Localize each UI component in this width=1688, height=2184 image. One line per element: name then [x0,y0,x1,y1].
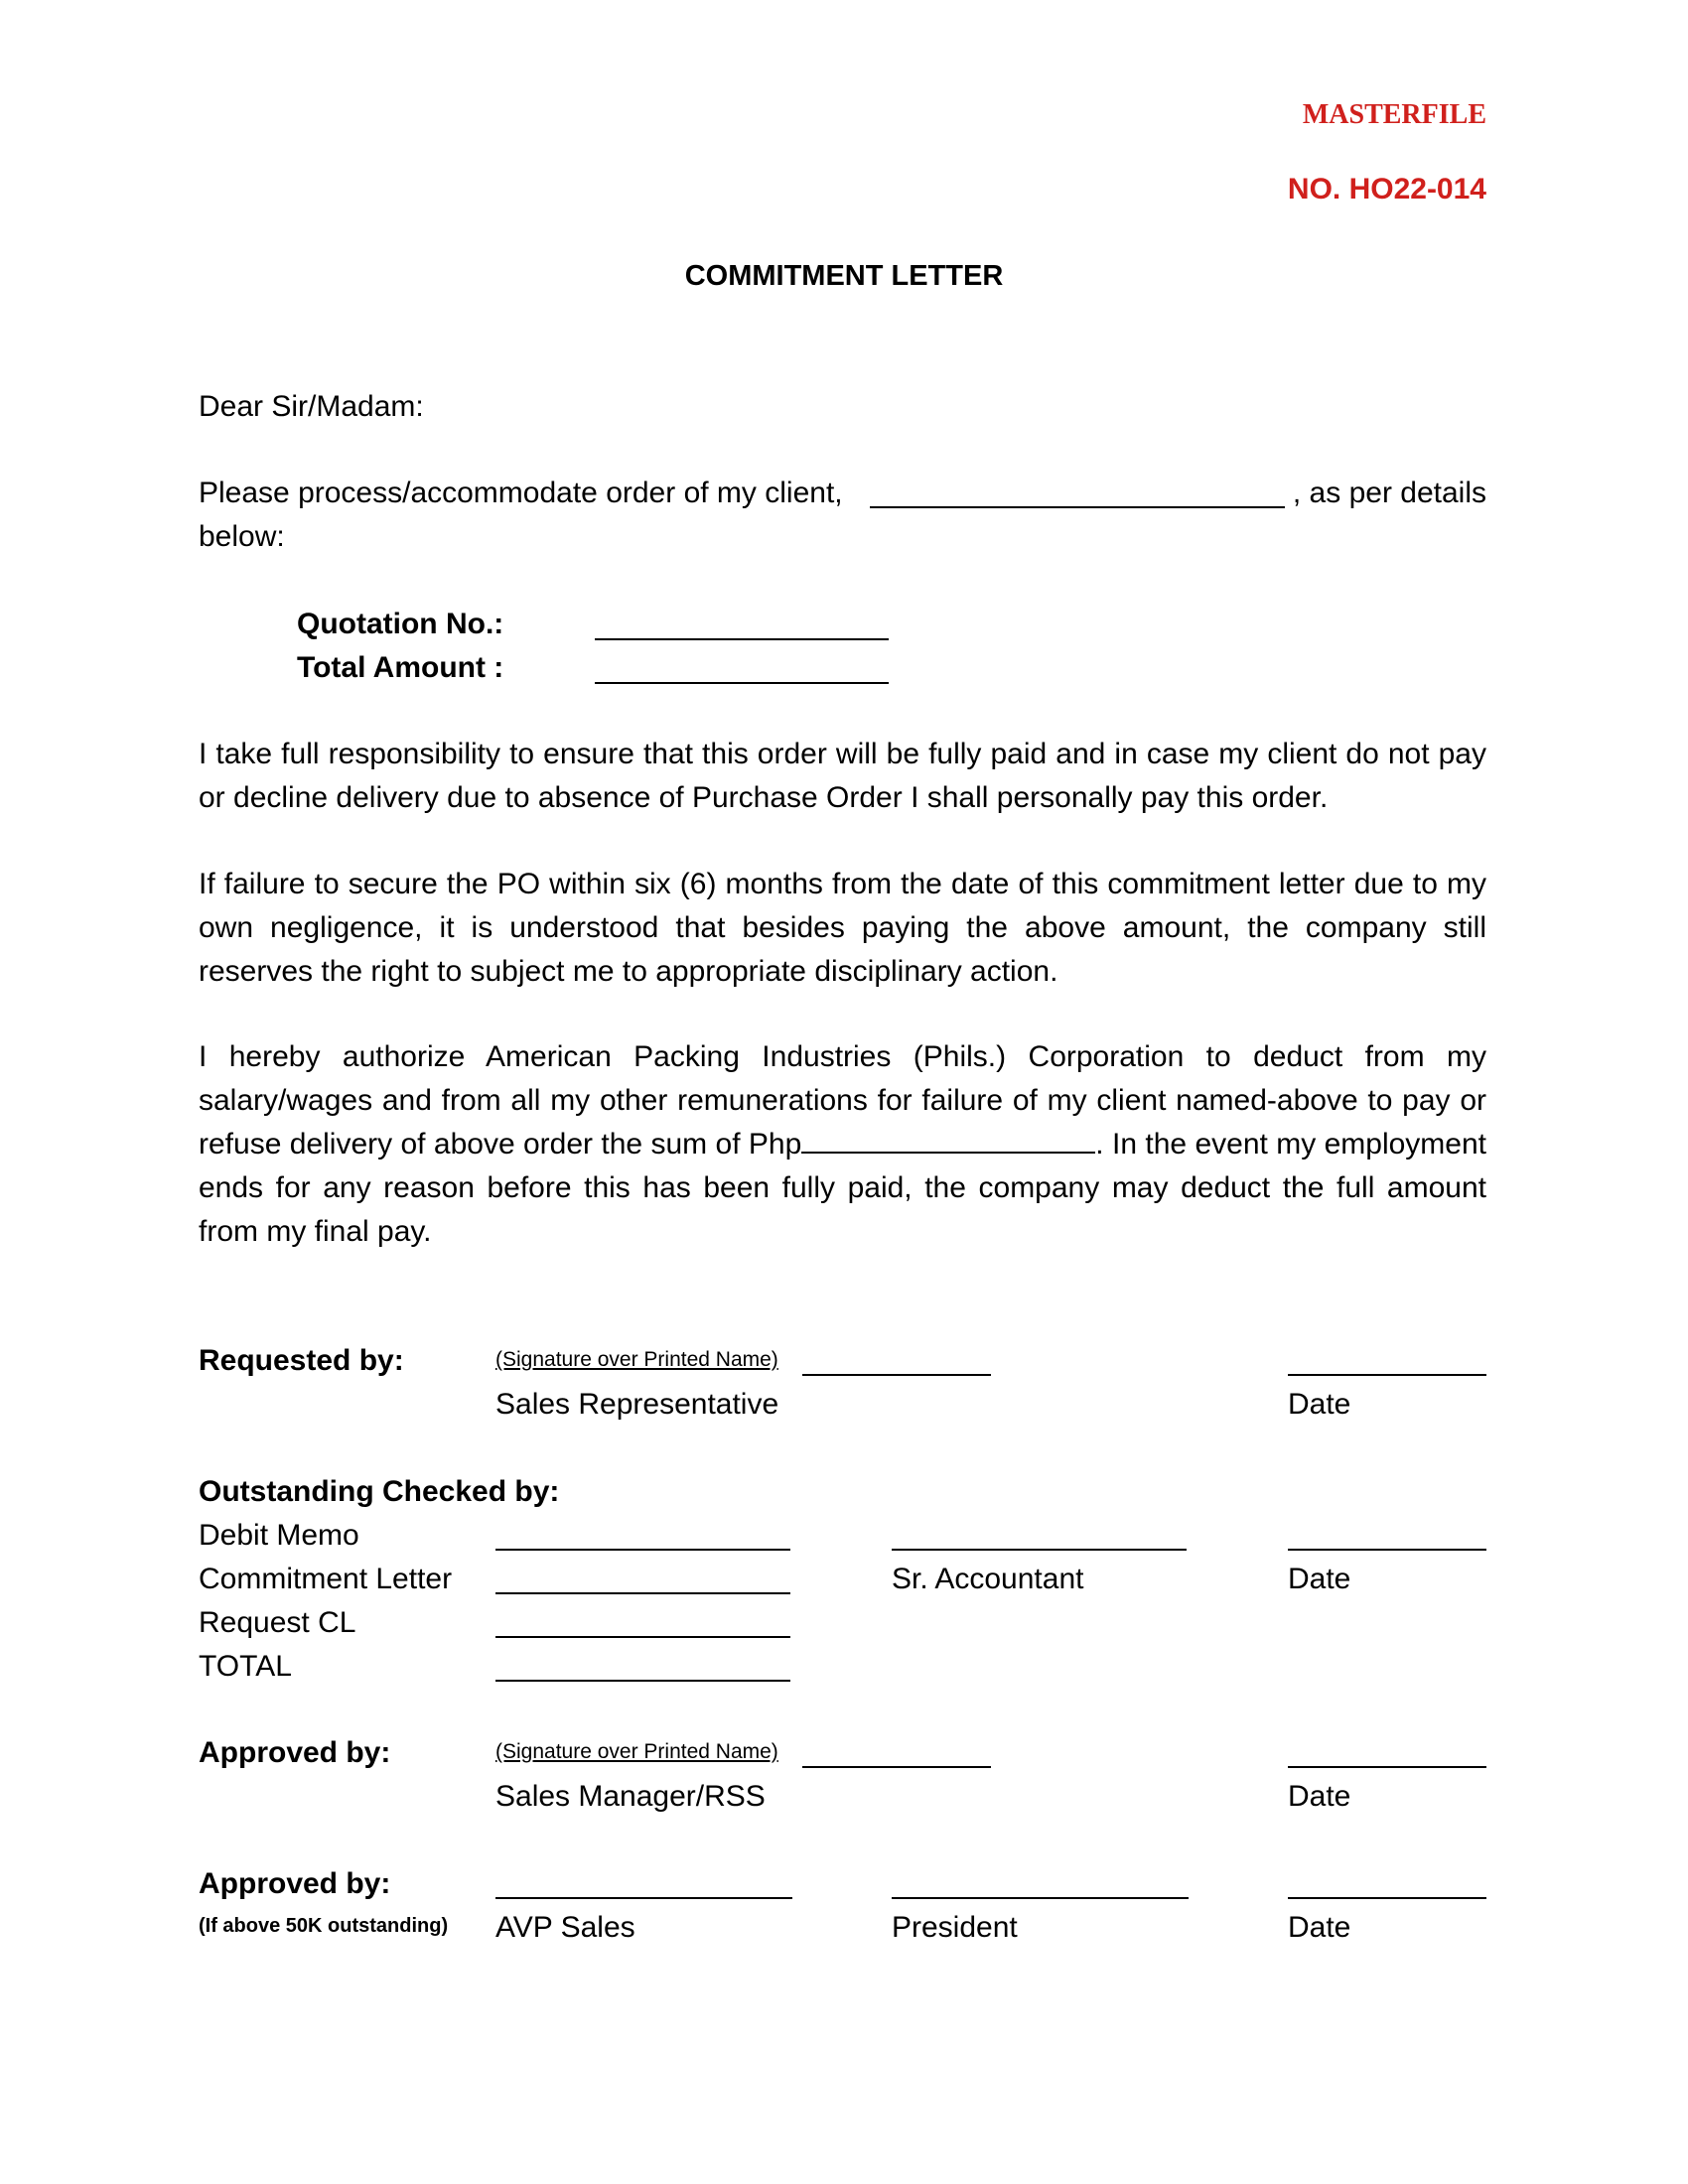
document-number: NO. HO22-014 [1287,173,1486,205]
president-signature-line[interactable] [892,1897,1189,1899]
outstanding-row-debit-memo: Debit Memo [199,1519,359,1552]
approved-signature-hint: (Signature over Printed Name) [495,1740,778,1763]
outstanding-row-commitment-letter: Commitment Letter [199,1563,453,1595]
paragraph-authorization [199,1035,1486,1254]
intro-text-line2: below: [199,520,285,553]
approved-by-label-2: Approved by: [199,1867,391,1900]
total-amount-label: Total Amount : [297,651,504,684]
approved-signature-line[interactable] [802,1766,991,1768]
outstanding-row-request-cl: Request CL [199,1606,356,1639]
commitment-letter-line[interactable] [495,1592,790,1594]
paragraph-failure [199,863,1486,994]
outstanding-date-label: Date [1288,1563,1351,1595]
quotation-label: Quotation No.: [297,608,504,640]
accountant-role: Sr. Accountant [892,1563,1084,1595]
paragraph-failure-text: If failure to secure the PO within six (6) months from the date of this commitment letter due to my own negligence, it is understood that besides paying the above amount, the company still reserves the right to subject me to appropriate disciplinary action. [199,868,1486,988]
total-amount-line[interactable] [595,682,889,684]
approval-note: (If above 50K outstanding) [199,1915,449,1937]
requested-role: Sales Representative [495,1388,779,1421]
client-name-line[interactable] [870,506,1285,508]
paragraph-responsibility-text: I take full responsibility to ensure that this order will be fully paid and in case my client do not pay or decline delivery due to absence of Purchase Order I shall personally pay this order. [199,738,1486,814]
outstanding-row-total: TOTAL [199,1650,292,1683]
requested-date-label: Date [1288,1388,1351,1421]
salutation: Dear Sir/Madam: [199,390,424,423]
intro-text-end: , as per details [1292,477,1486,509]
total-line[interactable] [495,1680,790,1682]
approved-date-line[interactable] [1288,1766,1486,1768]
avp-role: AVP Sales [495,1911,635,1944]
requested-by-label: Requested by: [199,1344,404,1377]
approved2-date-line[interactable] [1288,1897,1486,1899]
outstanding-heading: Outstanding Checked by: [199,1475,560,1508]
accountant-signature-line[interactable] [892,1549,1187,1551]
requested-signature-hint: (Signature over Printed Name) [495,1348,778,1371]
outstanding-date-line[interactable] [1288,1549,1486,1551]
approved2-date-label: Date [1288,1911,1351,1944]
debit-memo-line[interactable] [495,1549,790,1551]
approved-role: Sales Manager/RSS [495,1780,766,1813]
requested-date-line[interactable] [1288,1374,1486,1376]
president-role: President [892,1911,1018,1944]
php-amount-line[interactable] [801,1124,1095,1154]
paragraph-authorization-text-start: I hereby authorize American Packing Industries (Phils.) Corporation to deduct from my salary/wages and from all my other remunerations for failure of my client named-above to pay or refuse delivery of above order the sum of Php [199,1040,1486,1160]
paragraph-authorization-text-end: . In the event my employment ends for any reason before this has been fully paid, the company may deduct the full amount from my final pay. [199,1128,1486,1248]
request-cl-line[interactable] [495,1636,790,1638]
quotation-no-line[interactable] [595,638,889,640]
document-title: COMMITMENT LETTER [684,260,1004,292]
avp-signature-line[interactable] [495,1897,792,1899]
paragraph-responsibility [199,733,1486,820]
approved-by-label: Approved by: [199,1736,391,1769]
approved-date-label: Date [1288,1780,1351,1813]
intro-text-start: Please process/accommodate order of my client, [199,477,843,509]
masterfile-label: MASTERFILE [1302,99,1486,130]
requested-signature-line[interactable] [802,1374,991,1376]
